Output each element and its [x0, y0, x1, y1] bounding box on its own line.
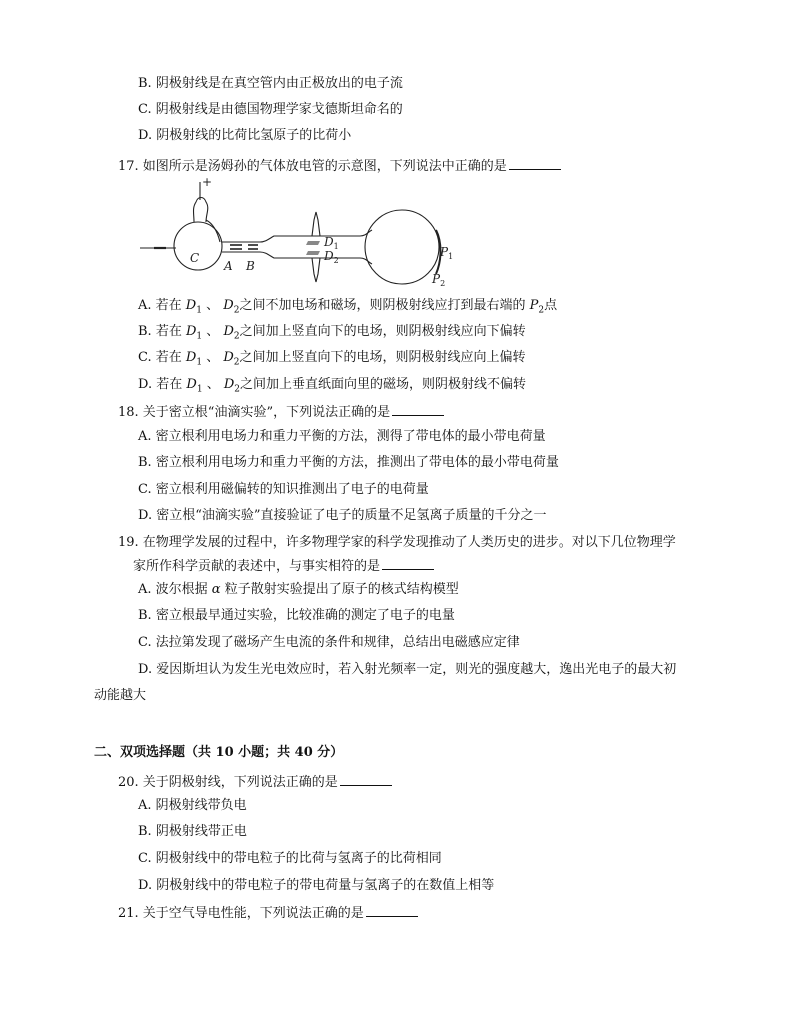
label-p2: $P_2$: [432, 272, 446, 288]
q20-stem: 20. 关于阴极射线，下列说法正确的是: [118, 773, 392, 792]
q18-option-b: B. 密立根利用电场力和重力平衡的方法，推测出了带电体的最小带电荷量: [138, 455, 559, 470]
label-d2: $D_2$: [324, 249, 339, 265]
label-p1: $P_1$: [440, 245, 454, 261]
q17-option-d: D. 若在 $D_1$ 、 $D_2$之间加上垂直纸面向里的磁场，则阴极射线不偏转: [138, 377, 527, 395]
answer-blank: [392, 403, 444, 416]
answer-blank: [340, 773, 392, 786]
label-a: A: [224, 259, 233, 273]
answer-blank: [366, 904, 418, 917]
q19-stem-line2: 家所作科学贡献的表述中，与事实相符的是: [133, 557, 434, 576]
q19-option-a: A. 波尔根据 α 粒子散射实验提出了原子的核式结构模型: [138, 582, 459, 597]
q18-stem: 18. 关于密立根“油滴实验”，下列说法正确的是: [118, 403, 444, 422]
q16-option-b: B. 阴极射线是在真空管内由正极放出的电子流: [138, 76, 403, 91]
q20-option-a: A. 阴极射线带负电: [138, 798, 247, 813]
q20-option-d: D. 阴极射线中的带电粒子的带电荷量与氢离子的在数值上相等: [138, 878, 495, 893]
q19-option-b: B. 密立根最早通过实验，比较准确的测定了电子的电量: [138, 608, 455, 623]
q20-option-c: C. 阴极射线中的带电粒子的比荷与氢离子的比荷相同: [138, 851, 442, 866]
label-c: C: [190, 251, 200, 265]
q21-stem: 21. 关于空气导电性能，下列说法正确的是: [118, 904, 418, 923]
answer-blank: [509, 157, 561, 170]
answer-blank: [382, 557, 434, 570]
q17-option-a: A. 若在 $D_1$ 、 $D_2$之间不加电场和磁场，则阴极射线应打到最右端的 $P_2$点: [138, 298, 558, 316]
q17-option-b: B. 若在 $D_1$ 、 $D_2$之间加上竖直向下的电场，则阴极射线应向下偏转: [138, 324, 526, 342]
q18-option-c: C. 密立根利用磁偏转的知识推测出了电子的电荷量: [138, 482, 429, 497]
q20-option-b: B. 阴极射线带正电: [138, 824, 247, 839]
q17-option-c: C. 若在 $D_1$ 、 $D_2$之间加上竖直向下的电场，则阴极射线应向上偏转: [138, 350, 526, 368]
q17-stem: 17. 如图所示是汤姆孙的气体放电管的示意图，下列说法中正确的是: [118, 157, 561, 176]
section-heading: 二、双项选择题（共 10 小题；共 40 分）: [94, 745, 344, 760]
label-b: B: [246, 259, 255, 273]
q16-option-c: C. 阴极射线是由德国物理学家戈德斯坦命名的: [138, 102, 403, 117]
q19-option-c: C. 法拉第发现了磁场产生电流的条件和规律，总结出电磁感应定律: [138, 635, 520, 650]
anode-plus-label: +: [202, 178, 213, 189]
q19-option-d-line2: 动能越大: [94, 688, 147, 703]
label-d1: $D_1$: [324, 235, 339, 251]
thomson-discharge-tube-figure: [140, 178, 460, 290]
q18-option-d: D. 密立根“油滴实验”直接验证了电子的质量不足氢离子质量的千分之一: [138, 508, 547, 523]
q16-option-d: D. 阴极射线的比荷比氢原子的比荷小: [138, 128, 352, 143]
q19-stem-line1: 19. 在物理学发展的过程中，许多物理学家的科学发现推动了人类历史的进步。对以下几位物理学: [118, 535, 676, 550]
q19-option-d-line1: D. 爱因斯坦认为发生光电效应时，若入射光频率一定，则光的强度越大，逸出光电子的最大初: [138, 662, 677, 677]
q18-option-a: A. 密立根利用电场力和重力平衡的方法，测得了带电体的最小带电荷量: [138, 429, 546, 444]
